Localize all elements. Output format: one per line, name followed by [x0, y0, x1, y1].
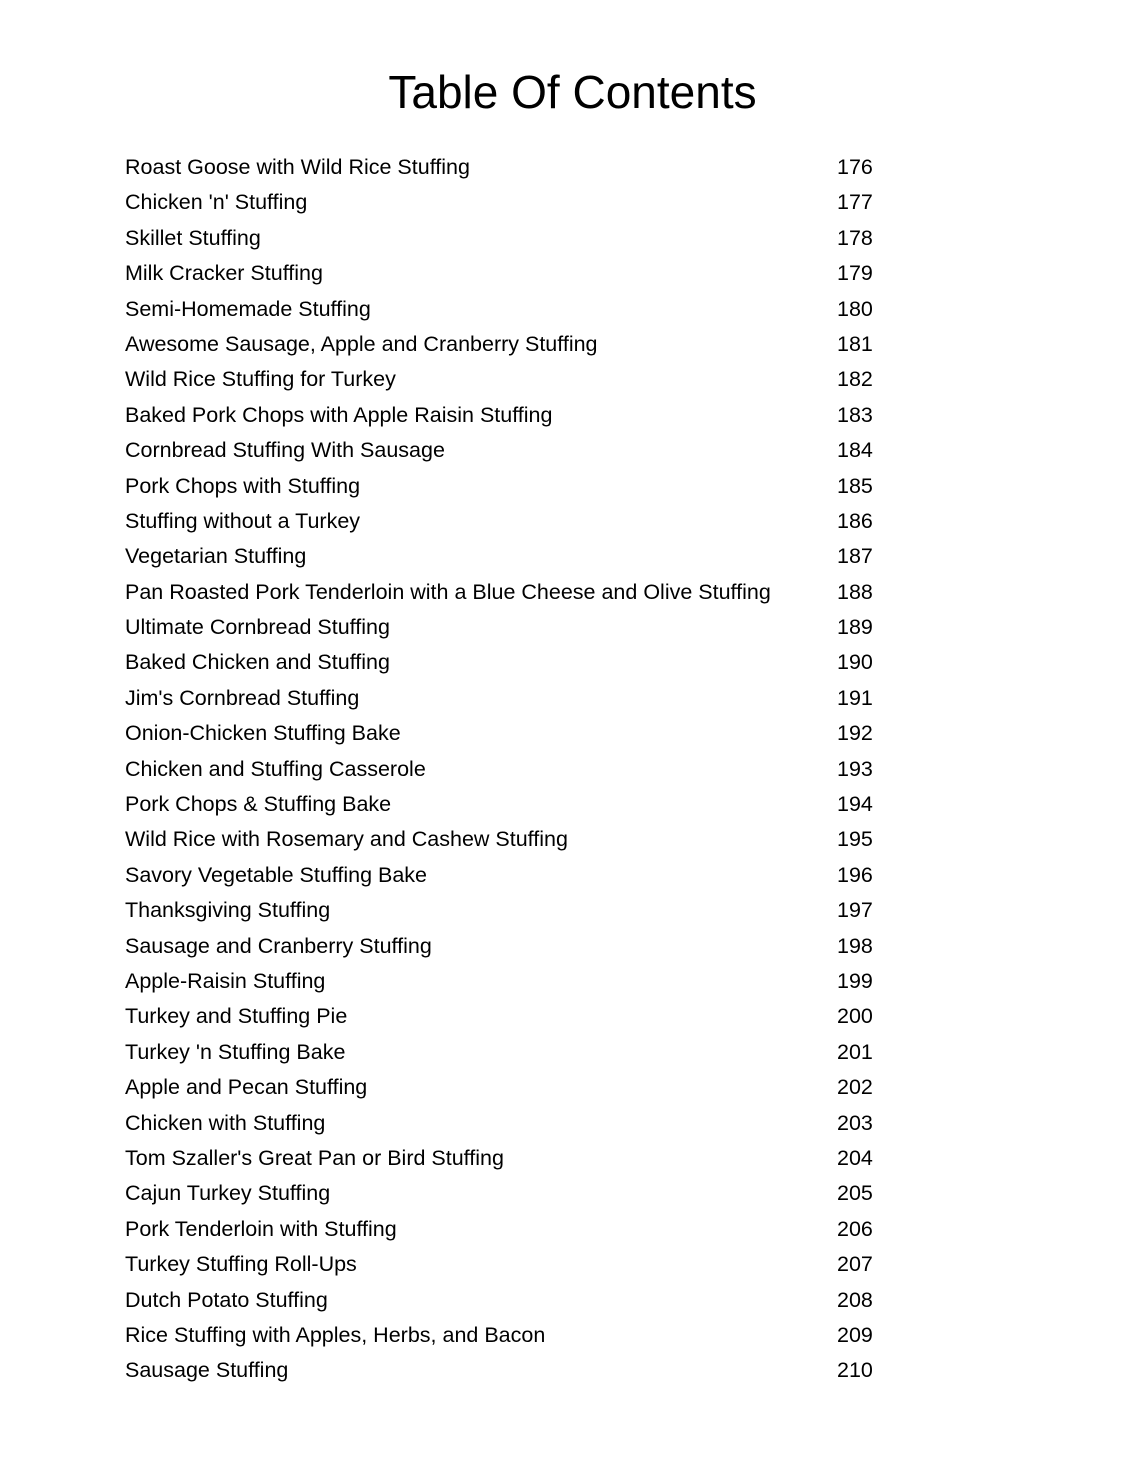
toc-entry: [125, 1212, 885, 1247]
toc-entry: [125, 964, 885, 999]
toc-entry: [125, 645, 885, 680]
toc-entry: [125, 893, 885, 928]
toc-entry-page-number: 186: [837, 508, 873, 533]
toc-entry-title: Dutch Potato Stuffing: [125, 1287, 328, 1312]
toc-entry: [125, 752, 885, 787]
toc-entry: [125, 822, 885, 857]
toc-entry-page-number: 180: [837, 296, 873, 321]
toc-entry: [125, 787, 885, 822]
toc-entry-title: Skillet Stuffing: [125, 225, 261, 250]
toc-entry-page-number: 204: [837, 1145, 873, 1170]
toc-entry-title: Jim's Cornbread Stuffing: [125, 685, 360, 710]
toc-entry-page-number: 209: [837, 1322, 873, 1347]
toc-entry-page-number: 201: [837, 1039, 873, 1064]
toc-entry-page-number: 176: [837, 155, 873, 179]
toc-entry: [125, 362, 885, 397]
toc-entry-title: Pork Tenderloin with Stuffing: [125, 1216, 397, 1241]
toc-entry-page-number: 200: [837, 1004, 873, 1029]
toc-entry-page-number: 185: [837, 473, 873, 498]
toc-entry-title: Chicken with Stuffing: [125, 1110, 326, 1135]
toc-entry-title: Semi-Homemade Stuffing: [125, 296, 371, 321]
toc-entry-page-number: 203: [837, 1110, 873, 1135]
toc-entry-page-number: 195: [837, 827, 873, 852]
toc-entry: [125, 575, 885, 610]
toc-entry-title: Pork Chops & Stuffing Bake: [125, 792, 392, 817]
toc-entry: [125, 398, 885, 433]
toc-entry-title: Cajun Turkey Stuffing: [125, 1181, 331, 1206]
toc-entry: [125, 999, 885, 1034]
toc-entry-page-number: 184: [837, 438, 873, 463]
toc-entry-title: Stuffing without a Turkey: [125, 508, 361, 533]
toc-entry-page-number: 183: [837, 402, 873, 427]
toc-entry: [125, 1176, 885, 1211]
page-title: Table Of Contents: [388, 66, 757, 118]
toc-entry-title: Pork Chops with Stuffing: [125, 473, 361, 498]
toc-entry-title: Cornbread Stuffing With Sausage: [125, 438, 445, 463]
toc-entry: [125, 256, 885, 291]
toc-entry-title: Savory Vegetable Stuffing Bake: [125, 862, 428, 887]
toc-entry-title: Sausage Stuffing: [125, 1358, 289, 1383]
toc-entry: [125, 221, 885, 256]
toc-entry-page-number: 189: [837, 615, 873, 640]
toc-entry-page-number: 178: [837, 225, 873, 250]
toc-entry: [125, 504, 885, 539]
toc-entry-page-number: 207: [837, 1252, 873, 1277]
toc-entry: [125, 292, 885, 327]
toc-entry-title: Rice Stuffing with Apples, Herbs, and Bacon: [125, 1322, 546, 1347]
toc-entry-title: Baked Pork Chops with Apple Raisin Stuffing: [125, 402, 553, 427]
toc-entry: [125, 469, 885, 504]
toc-entry: [125, 539, 885, 574]
toc-entry: [125, 610, 885, 645]
toc-entry-page-number: 194: [837, 792, 873, 817]
toc-entry-title: Turkey Stuffing Roll-Ups: [125, 1252, 357, 1277]
toc-entry: [125, 1247, 885, 1282]
toc-entry-page-number: 181: [837, 331, 873, 356]
toc-entry-title: Chicken 'n' Stuffing: [125, 190, 308, 215]
toc-entry-title: Chicken and Stuffing Casserole: [125, 756, 426, 781]
toc-entry: [125, 1353, 885, 1388]
toc-entry-title: Wild Rice Stuffing for Turkey: [125, 367, 396, 392]
toc-entry-page-number: 193: [837, 756, 873, 781]
toc-entry: [125, 858, 885, 893]
toc-entry-page-number: 202: [837, 1075, 873, 1100]
toc-entry: [125, 1070, 885, 1105]
toc-entry-page-number: 196: [837, 862, 873, 887]
table-of-contents-list: [125, 150, 885, 1389]
toc-entry-title: Roast Goose with Wild Rice Stuffing: [125, 155, 470, 179]
toc-entry-title: Onion-Chicken Stuffing Bake: [125, 721, 401, 746]
toc-entry: [125, 150, 885, 185]
toc-entry-page-number: 187: [837, 544, 873, 569]
toc-entry-title: Turkey and Stuffing Pie: [125, 1004, 348, 1029]
toc-entry-page-number: 192: [837, 721, 873, 746]
toc-entry-title: Baked Chicken and Stuffing: [125, 650, 390, 675]
toc-entry-page-number: 198: [837, 933, 873, 958]
toc-entry-page-number: 177: [837, 190, 873, 215]
toc-entry-title: Vegetarian Stuffing: [125, 544, 307, 569]
toc-entry-page-number: 206: [837, 1216, 873, 1241]
toc-entry: [125, 1106, 885, 1141]
toc-entry: [125, 185, 885, 220]
toc-entry-title: Wild Rice with Rosemary and Cashew Stuffing: [125, 827, 568, 852]
toc-entry-title: Turkey 'n Stuffing Bake: [125, 1039, 346, 1064]
toc-entry-page-number: 205: [837, 1181, 873, 1206]
toc-entry-title: Milk Cracker Stuffing: [125, 261, 323, 286]
toc-entry-title: Thanksgiving Stuffing: [125, 898, 331, 923]
toc-entry: [125, 1283, 885, 1318]
toc-entry: [125, 716, 885, 751]
toc-entry: [125, 929, 885, 964]
toc-entry-page-number: 182: [837, 367, 873, 392]
toc-entry-page-number: 199: [837, 968, 873, 993]
toc-entry-page-number: 197: [837, 898, 873, 923]
toc-entry-page-number: 208: [837, 1287, 873, 1312]
toc-entry: [125, 1141, 885, 1176]
toc-entry: [125, 1318, 885, 1353]
toc-entry-title: Pan Roasted Pork Tenderloin with a Blue Cheese and Olive Stuffing: [125, 579, 771, 604]
toc-entry-page-number: 179: [837, 261, 873, 286]
toc-entry-page-number: 191: [837, 685, 873, 710]
toc-entry-title: Awesome Sausage, Apple and Cranberry Stuffing: [125, 331, 598, 356]
toc-entry: [125, 327, 885, 362]
toc-entry-page-number: 210: [837, 1358, 873, 1383]
toc-entry-title: Ultimate Cornbread Stuffing: [125, 615, 390, 640]
toc-entry: [125, 433, 885, 468]
toc-entry-title: Tom Szaller's Great Pan or Bird Stuffing: [125, 1145, 504, 1170]
toc-entry-page-number: 188: [837, 579, 873, 604]
toc-entry-title: Sausage and Cranberry Stuffing: [125, 933, 432, 958]
toc-entry-title: Apple and Pecan Stuffing: [125, 1075, 368, 1100]
toc-entry-page-number: 190: [837, 650, 873, 675]
toc-entry-title: Apple-Raisin Stuffing: [125, 968, 326, 993]
toc-entry: [125, 1035, 885, 1070]
toc-entry: [125, 681, 885, 716]
